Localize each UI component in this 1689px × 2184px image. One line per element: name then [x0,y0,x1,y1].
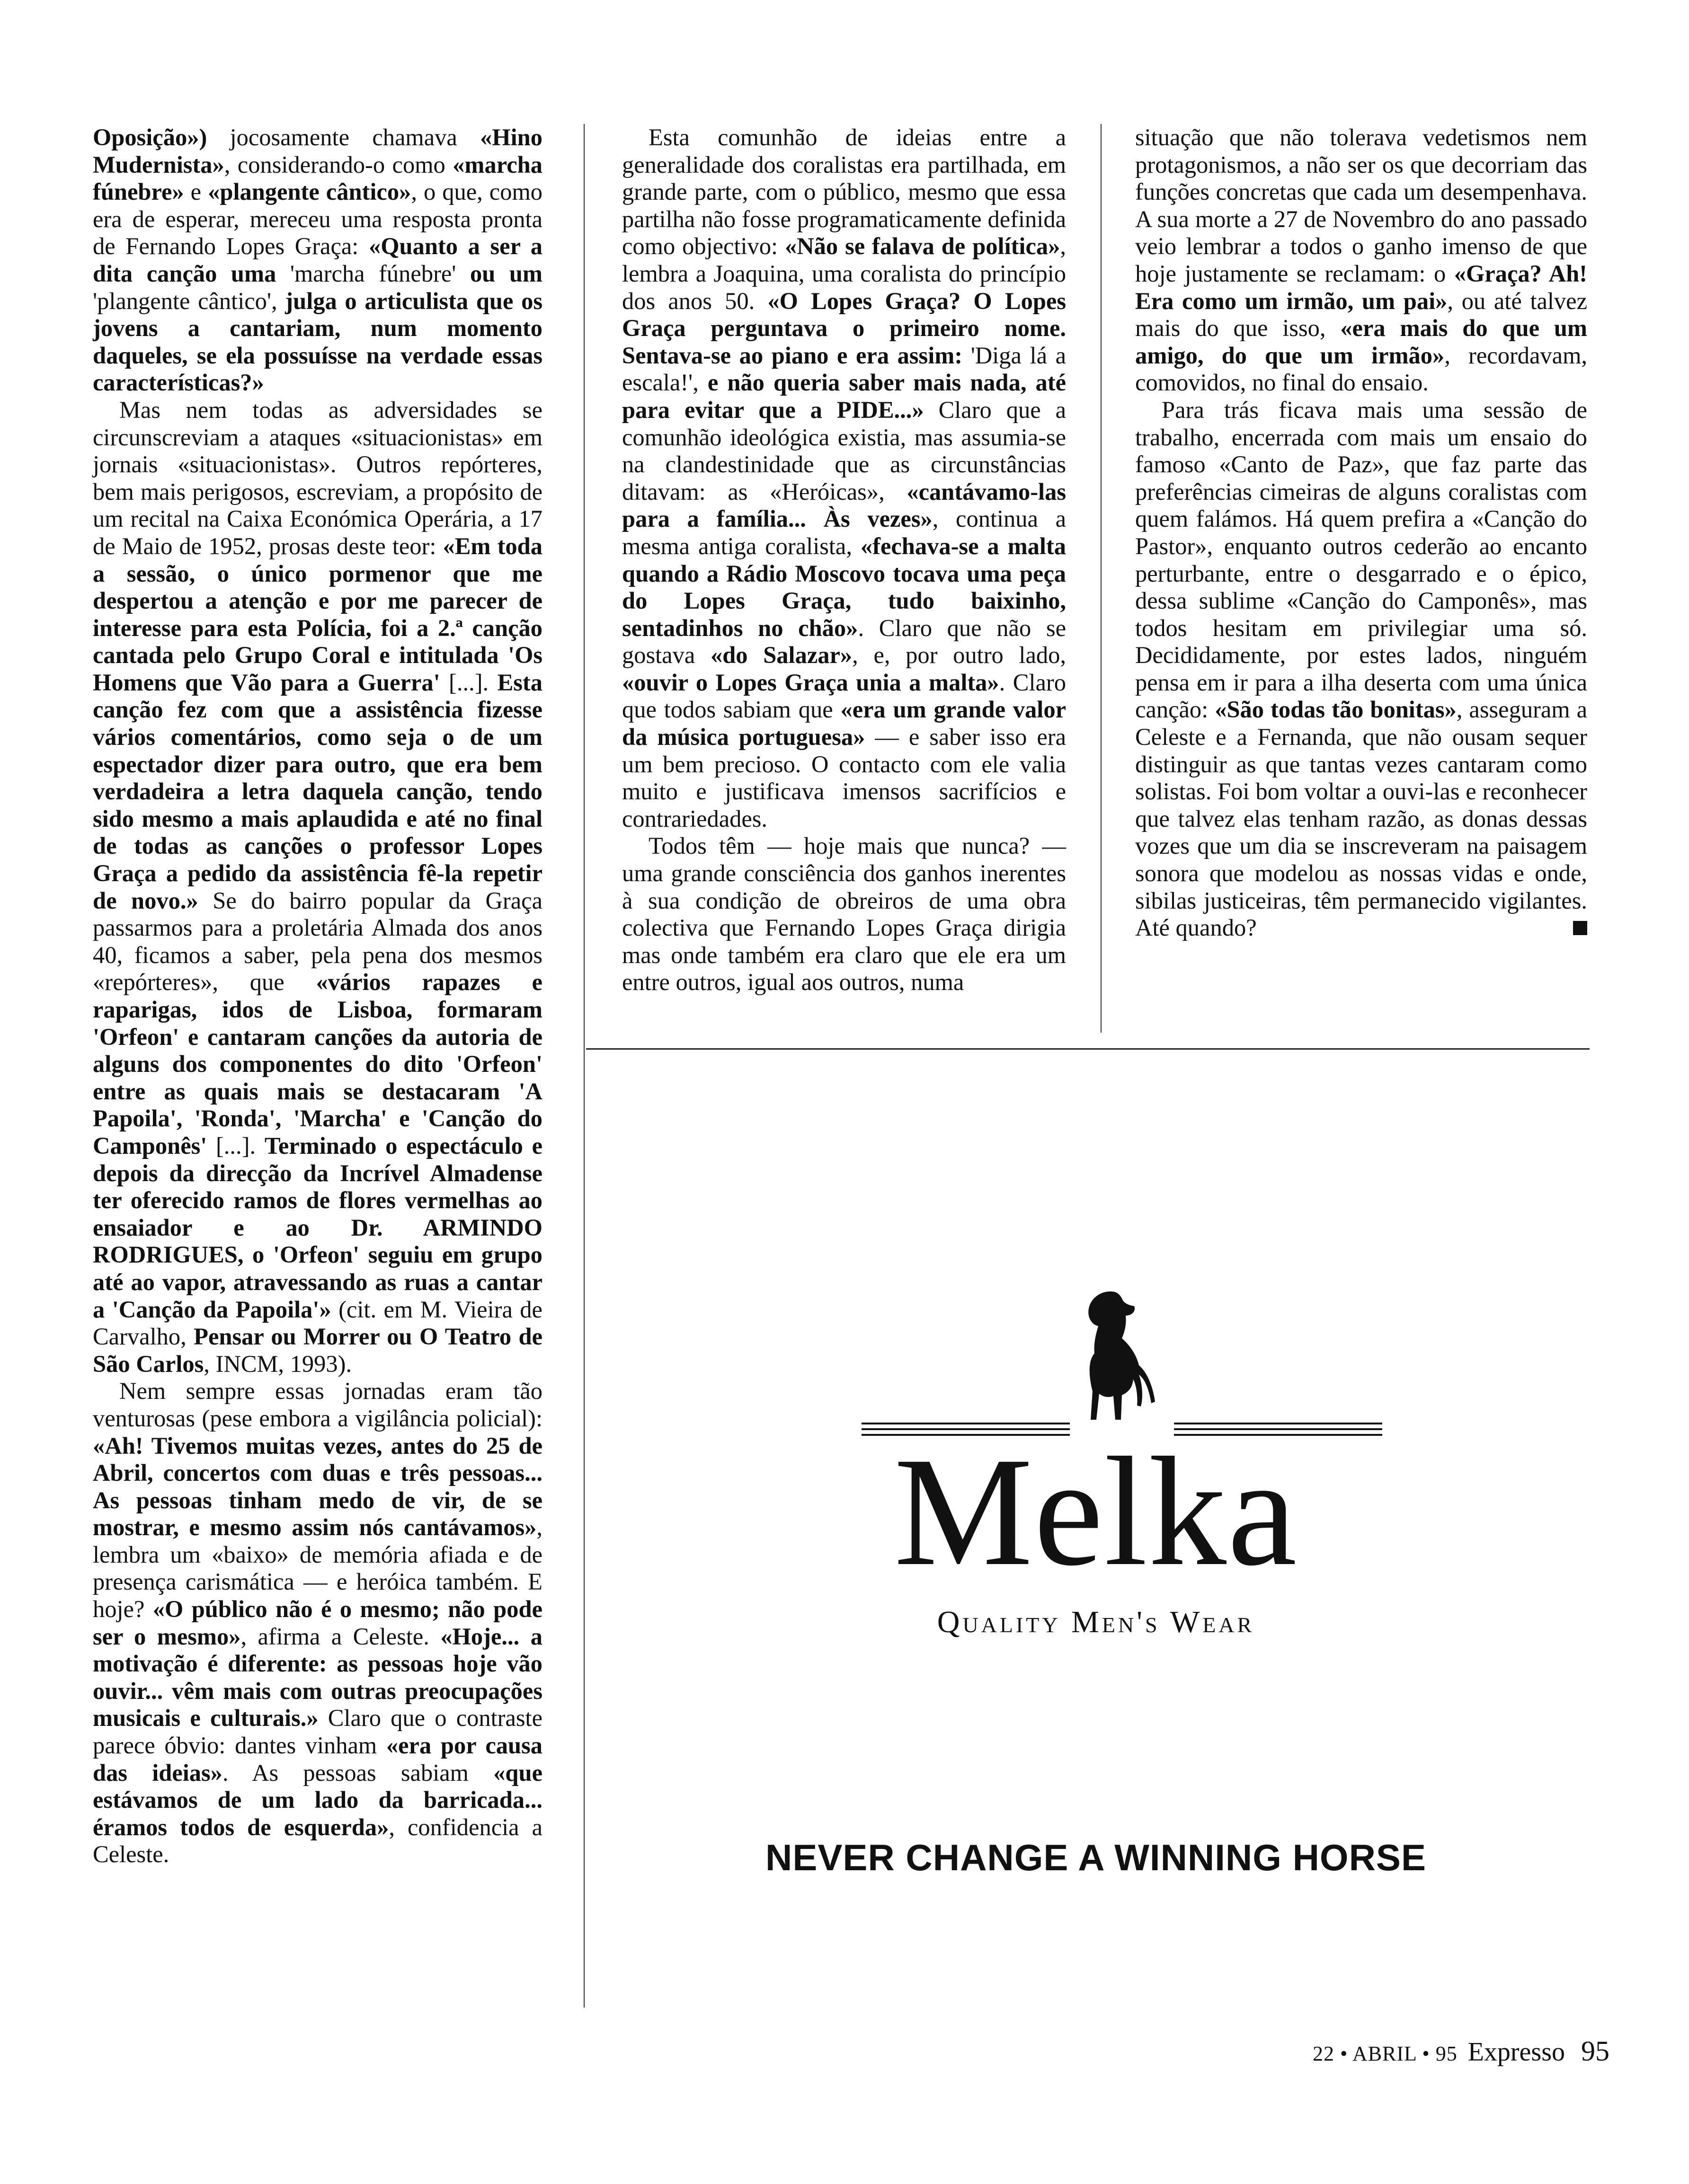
body-text: Esta comunhão de ideias entre a generalidade dos coralistas era partilhada, em grande parte, com o público, mesmo que essa partilha não fosse programaticamente definida como objectivo: [622,124,1066,260]
quote-text: «Não se falava de política» [784,233,1060,260]
body-text: , ou até talvez mais do que isso, [1135,287,1587,342]
body-text: Todos têm — hoje mais que nunca? — uma grande consciência dos ganhos inerentes à sua condição de obreiros de uma obra colectiva que Fernando Lopes Graça dirigia mas onde também era claro que ele era um entre outros, igual aos outros, numa [622,832,1066,996]
publication-name: Expresso [1467,2037,1565,2067]
body-text: (cit. em M. Vieira de Carvalho, [93,1296,542,1350]
body-text: , INCM, 1993). [204,1350,352,1377]
column-divider-2 [1101,124,1102,1033]
quote-text: «vários rapazes e raparigas, idos de Lisboa, formaram 'Orfeon' e cantaram canções da autoria de alguns dos componentes do dito 'Orfeon' entre as quais mais se destacaram 'A Papoila', 'Ronda', 'Marcha' e 'Canção do Camponês' [93,969,543,1159]
quote-text: «que estávamos de um lado da barricada... éramos todos de esquerda» [93,1759,542,1840]
quote-text: «São todas tão bonitas» [1215,696,1457,723]
quote-text: «Em toda a sessão, o único pormenor que me despertou a atenção e por me parecer de interesse para esta Polícia, foi a 2.ª canção cantada pelo Grupo Coral e intitulada 'Os Homens que Vão para a Guerra' [93,532,542,696]
body-text: . As pessoas sabiam [222,1759,494,1786]
body-text: . Claro que todos sabiam que [622,669,1066,723]
body-text: — e saber isso era um bem precioso. O contacto com ele valia muito e justificava imensos sacrifícios e contrariedades. [622,724,1066,832]
body-text: , e, por outro lado, [852,642,1067,669]
body-text: , o que, como era de esperar, mereceu uma resposta pronta de Fernando Lopes Graça: [93,178,542,260]
body-text: , recordavam, comovidos, no final do ensaio. [1135,342,1587,396]
body-text: , asseguram a Celeste e a Fernanda, que não ousam sequer distinguir as que tantas vezes cantaram como solistas. Foi bom voltar a ouvi-las e reconhecer que talvez elas tenham razão, as donas dessas vozes que um dia se inscreveram na paisagem sonora que modelou as nossas vidas e onde, sibilas justiceiras, têm permanecido vigilantes. Até quando? [1135,696,1587,941]
issue-date: 22 • ABRIL • 95 [1312,2042,1458,2065]
quote-text: ou um [470,260,542,287]
quote-text: «ouvir o Lopes Graça unia a malta» [622,669,999,696]
melka-advertisement [596,1060,1595,2035]
body-text: 'marcha fúnebre' [276,260,470,287]
advert-top-rule [586,1048,1590,1050]
body-text: situação que não tolerava vedetismos nem protagonismos, a não ser os que decorriam das funções concretas que cada um desempenhava. A sua morte a 27 de Novembro do ano passado veio lembrar a todos o ganho imenso de que hoje justamente se reclamam: o [1135,124,1587,287]
quote-text: «era mais do que um amigo, do que um irmão» [1135,315,1587,369]
body-text: , considerando-o como [224,151,453,178]
quote-text: «do Salazar» [710,642,853,669]
article-paragraph [622,832,1066,996]
page-number: 95 [1581,2035,1609,2067]
body-text: jocosamente chamava [207,124,480,150]
advert-brand-name: Melka [894,1425,1298,1598]
quote-text: «fechava-se a malta quando a Rádio Moscovo tocava uma peça do Lopes Graça, tudo baixinho, sentadinhos no chão» [622,532,1066,641]
quote-text: «O Lopes Graça? O Lopes Graça perguntava o primeiro nome. Sentava-se ao piano e era assim: [622,287,1066,369]
body-text: e [184,178,208,205]
quote-text: «plangente cântico» [208,178,411,205]
body-text: . Claro que não se gostava [622,614,1067,669]
body-text: , lembra um «baixo» de memória afiada e de presença carismática — e heróica também. E hoje? [93,1514,542,1623]
quote-text: «marcha fúnebre» [93,151,542,205]
quote-text: «O público não é o mesmo; não pode ser o mesmo» [93,1596,543,1650]
body-text: 'plangente cântico', [93,287,285,314]
article-column-1 [93,124,542,1868]
article-paragraph [93,124,542,397]
quote-text: «era um grande valor da música portuguesa» [622,696,1066,751]
article-column-2 [622,124,1066,996]
body-text: Claro que a comunhão ideológica existia, mas assumia-se na clandestinidade que as circunstâncias ditavam: as «Heróicas», [622,396,1066,505]
quote-text: e não queria saber mais nada, até para evitar que a PIDE...» [622,369,1066,423]
quote-text: Terminado o espectáculo e depois da direcção da Incrível Almadense ter oferecido ramos de flores vermelhas ao ensaiador e ao Dr. ARMINDO RODRIGUES, o 'Orfeon' seguiu em grupo até ao vapor, atravessando as ruas a cantar a 'Canção da Papoila'» [93,1132,542,1323]
quote-text: «Graça? Ah! Era como um irmão, um pai» [1135,260,1587,314]
article-paragraph [1135,397,1587,942]
body-text: Para trás ficava mais uma sessão de trabalho, encerrada com mais um ensaio do famoso «Canto de Paz», que faz parte das preferências cimeiras de alguns coralistas com quem falámos. Há quem prefira a «Canção do Pastor», enquanto outros cederão ao encanto perturbante, entre o desgarrado e o épico, dessa sublime «Canção do Camponês», mas todos hesitam em privilegiar uma só. Decididamente, por estes lados, ninguém pensa em ir para a ilha deserta com uma única canção: [1135,396,1587,723]
article-paragraph [622,124,1066,832]
quote-text: Esta canção fez com que a assistência fizesse vários comentários, como seja o de um espectador dizer para outro, que era bem verdadeira a letra daquela canção, tendo sido mesmo a mais aplaudida e até no final de todas as canções o professor Lopes Graça a pedido da assistência fê-la repetir de novo.» [93,669,542,914]
body-text: Nem sempre essas jornadas eram tão venturosas (pese embora a vigilância policial): [93,1378,542,1432]
article-paragraph [1135,124,1587,397]
quote-text: «Hoje... a motivação é diferente: as pessoas hoje vão ouvir... vêm mais com outras preocupações musicais e culturais.» [93,1623,542,1732]
body-text: Se do bairro popular da Graça passarmos para a proletária Almada dos anos 40, ficamos a saber, pela pena dos mesmos «repórteres», que [93,887,542,996]
page-footer [1278,2035,1609,2068]
end-of-article-mark [1573,921,1587,935]
quote-text: «cantávamo-las para a família... Às vezes» [622,478,1066,532]
article-paragraph [93,397,542,1378]
quote-text: «Ah! Tivemos muitas vezes, antes do 25 de Abril, concertos com duas e três pessoas... As pessoas tinham medo de vir, de se mostrar, e mesmo assim nós cantávamos» [93,1432,542,1541]
quote-text: Oposição») [93,124,207,150]
body-text: 'Diga lá a escala!', [622,342,1066,396]
article-paragraph [93,1378,542,1868]
quote-text: «Quanto a ser a dita canção uma [93,233,542,287]
quote-text: «era por causa das ideias» [93,1732,542,1786]
quote-text: Pensar ou Morrer ou O Teatro de São Carlos [93,1323,542,1377]
body-text: Claro que o contraste parece óbvio: dantes vinham [93,1705,542,1759]
body-text: [...]. [207,1132,265,1159]
body-text: , continua a mesma antiga coralista, [622,505,1066,559]
body-text: [...]. [440,669,498,696]
quote-text: «Hino Mudernista» [93,124,542,178]
body-text: , afirma a Celeste. [240,1623,441,1650]
body-text: , lembra a Joaquina, uma coralista do princípio dos anos 50. [622,233,1066,314]
horse-silhouette-icon [1070,1282,1165,1424]
body-text: Mas nem todas as adversidades se circunscreviam a ataques «situacionistas» em jornais «situacionistas». Outros repórteres, bem mais perigosos, escreviam, a propósito de um recital na Caixa Económica Operária, a 17 de Maio de 1952, prosas deste teor: [93,396,542,559]
advert-tagline: Quality Men's Wear [937,1605,1255,1639]
column-divider-1 [584,124,585,2007]
article-column-3 [1135,124,1587,942]
quote-text: julga o articulista que os jovens a cantariam, num momento daqueles, se ela possuísse na verdade essas características?» [93,287,542,396]
advert-slogan: NEVER CHANGE A WINNING HORSE [765,1837,1426,1878]
body-text: , confidencia a Celeste. [93,1813,542,1868]
